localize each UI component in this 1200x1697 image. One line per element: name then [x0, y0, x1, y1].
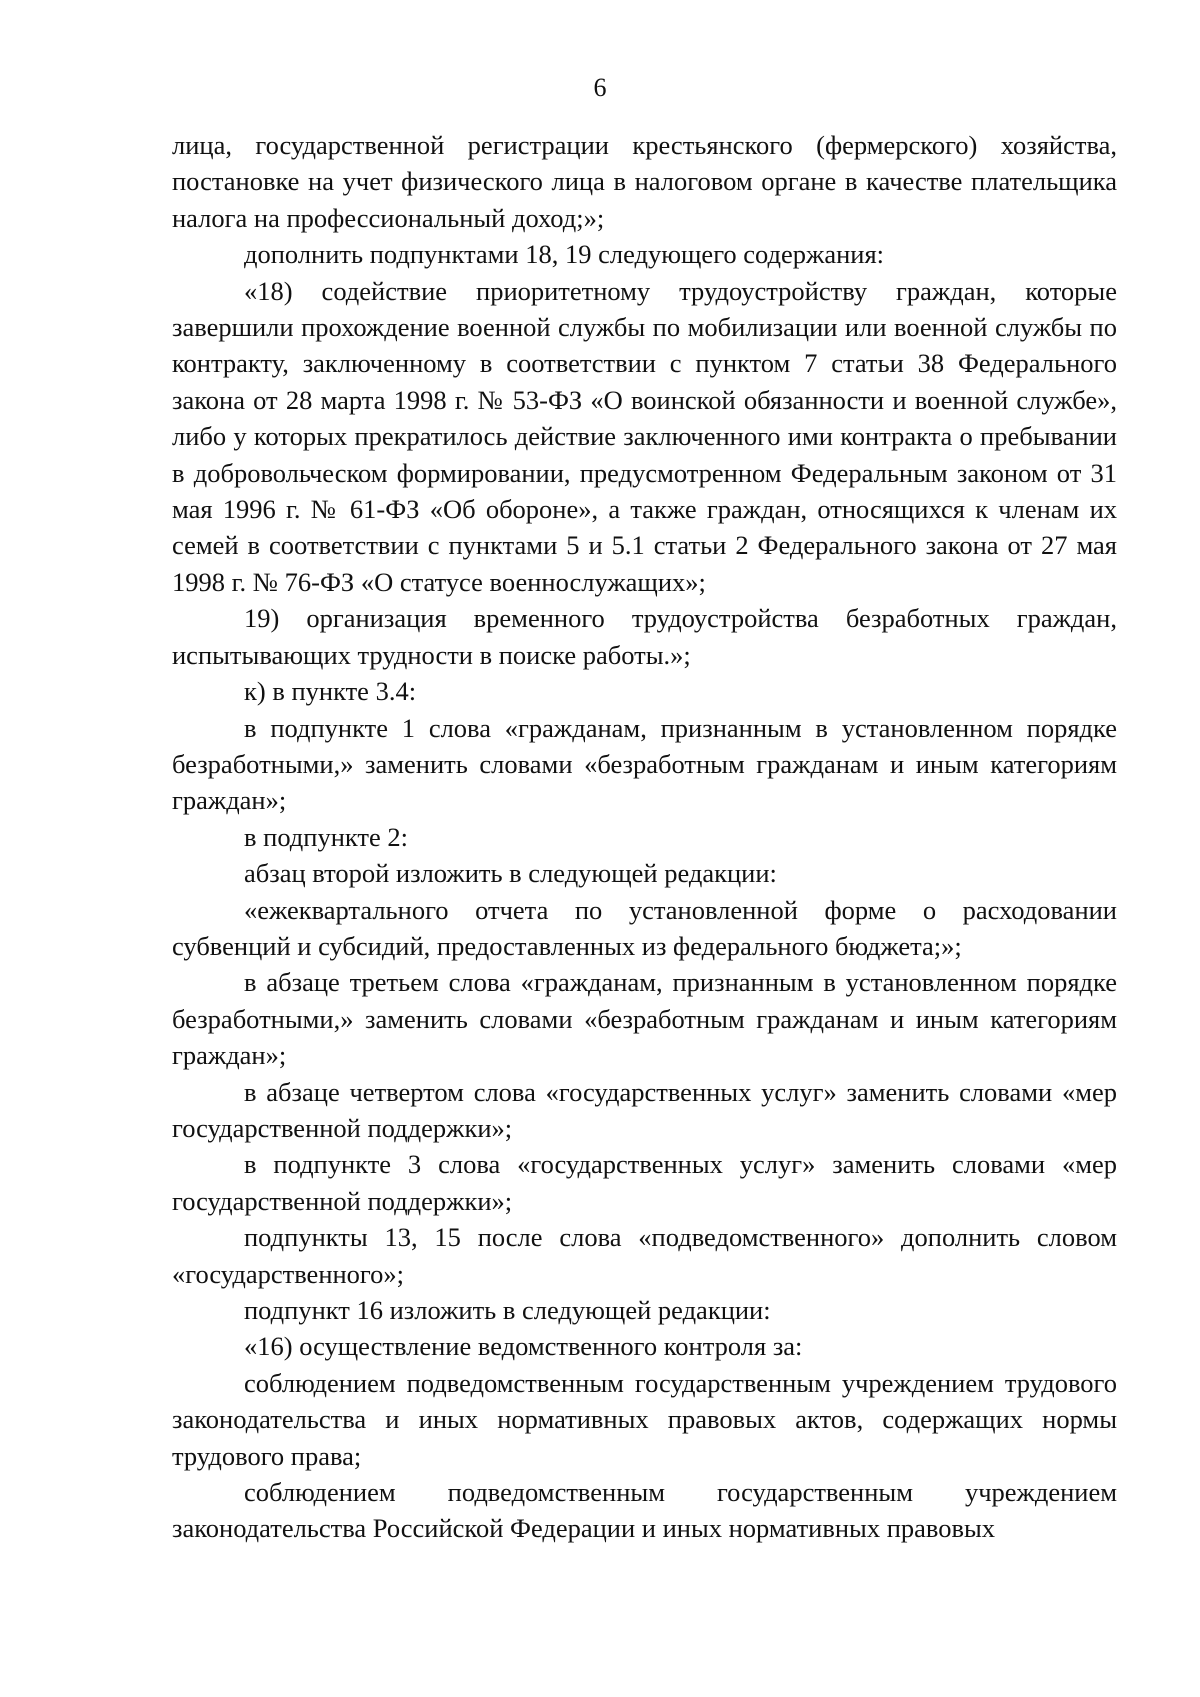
paragraph-subpoint-16: «16) осуществление ведомственного контроля за: [244, 1331, 803, 1362]
paragraph-second-abzac: абзац второй изложить в следующей редакции: [244, 858, 777, 889]
paragraph-add-subpoints: дополнить подпунктами 18, 19 следующего содержания: [244, 239, 885, 270]
paragraph-quarterly-report: «ежеквартального отчета по установленной форме о расходовании субвенций и субсидий, предоставленных из федерального бюджета;»; [172, 894, 1117, 961]
paragraph-subpoint-1: в подпункте 1 слова «гражданам, признанным в установленном порядке безработными,» заменить словами «безработным гражданам и иным категориям граждан»; [172, 712, 1117, 816]
document-body [172, 127, 1117, 1547]
paragraph-fourth-abzac: в абзаце четвертом слова «государственных услуг» заменить словами «мер государственной поддержки»; [172, 1076, 1117, 1143]
paragraph-legal-compliance: соблюдением подведомственным государственным учреждением законодательства Российской Федерации и иных нормативных правовых [172, 1477, 1117, 1544]
paragraph-subpoint-3: в подпункте 3 слова «государственных услуг» заменить словами «мер государственной поддержки»; [172, 1149, 1117, 1216]
paragraph-subpoint-18: «18) содействие приоритетному трудоустройству граждан, которые завершили прохождение военной службы по мобилизации или военной службы по контракту, заключенному в соответствии с пунктом 7 статьи 38 Федерального закона от 28 марта 1998 г. № 53-ФЗ «О воинской обязанности и военной службе», либо у которых прекратилось действие заключенного ими контракта о пребывании в добровольческом формировании, предусмотренном Федеральным законом от 31 мая 1996 г. № 61-ФЗ «Об обороне», а также граждан, относящихся к членам их семей в соответствии с пунктами 5 и 5.1 статьи 2 Федерального закона от 27 мая 1998 г. № 76-ФЗ «О статусе военнослужащих»; [172, 275, 1117, 597]
paragraph-subpoint-19: 19) организация временного трудоустройства безработных граждан, испытывающих трудности в поиске работы.»; [172, 603, 1117, 670]
paragraph-continuation: лица, государственной регистрации крестьянского (фермерского) хозяйства, постановке на учет физического лица в налоговом органе в качестве плательщика налога на профессиональный доход;»; [172, 130, 1117, 233]
paragraph-subpoints-13-15: подпункты 13, 15 после слова «подведомственного» дополнить словом «государственного»; [172, 1222, 1117, 1289]
paragraph-subpoint-16-intro: подпункт 16 изложить в следующей редакции: [244, 1295, 771, 1325]
paragraph-labor-compliance: соблюдением подведомственным государственным учреждением трудового законодательства и иных нормативных правовых актов, содержащих нормы трудового права; [172, 1367, 1117, 1471]
paragraph-third-abzac: в абзаце третьем слова «гражданам, признанным в установленном порядке безработными,» заменить словами «безработным гражданам и иным категориям граждан»; [172, 967, 1117, 1071]
paragraph-item-k: к) в пункте 3.4: [244, 676, 417, 707]
paragraph-subpoint-2: в подпункте 2: [244, 821, 409, 852]
page-number: 6 [593, 73, 607, 102]
